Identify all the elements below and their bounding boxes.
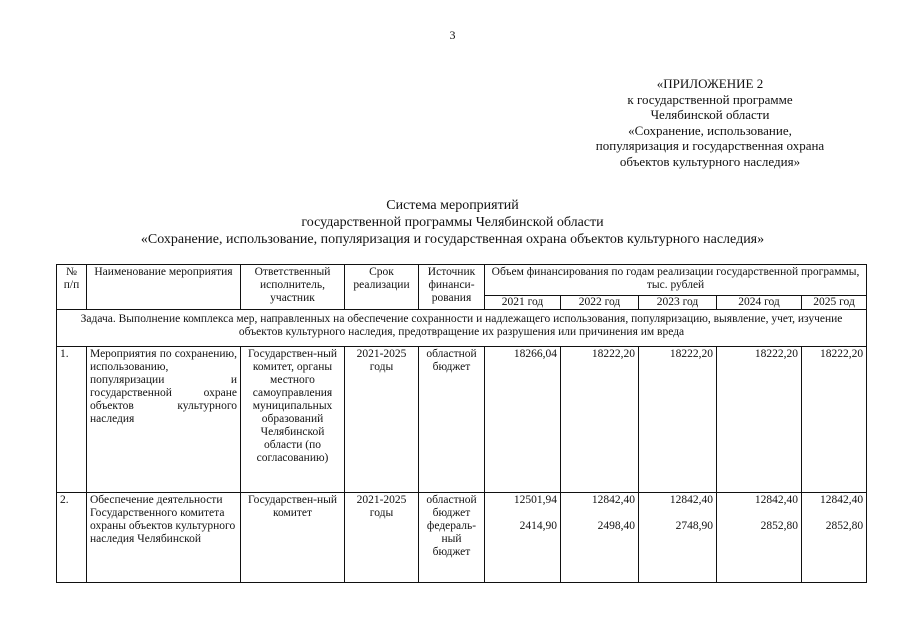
row-value-2025: 18222,20 (802, 347, 867, 493)
row-value-regional: 12842,40 (754, 494, 798, 506)
header-num: № п/п (57, 265, 87, 310)
appendix-line: «Сохранение, использование, (628, 122, 792, 138)
row-values-2025 (802, 493, 867, 583)
row-period: 2021-2025 годы (345, 347, 419, 493)
row-source (419, 493, 485, 583)
header-year: 2022 год (561, 296, 639, 310)
appendix-line: популяризация и государственная охрана (595, 138, 825, 153)
row-executor: Государствен-ный комитет, органы местного самоуправления муниципальных образований Челябинской области (по согласованию) (241, 347, 345, 493)
header-source: Источник финанси-рования (419, 265, 485, 310)
appendix-heading (560, 76, 860, 169)
row-source-regional: областной бюджет (426, 494, 477, 519)
row-value-2023: 18222,20 (639, 347, 717, 493)
row-values-2024 (717, 493, 802, 583)
row-source: областной бюджет (419, 347, 485, 493)
row-num: 1. (57, 347, 87, 493)
row-value-federal: 2498,40 (597, 520, 635, 532)
header-funding: Объем финансирования по годам реализации государственной программы, тыс. рублей (485, 265, 867, 296)
header-executor: Ответственный исполнитель, участник (241, 265, 345, 310)
page-number: 3 (449, 28, 456, 42)
header-year: 2023 год (639, 296, 717, 310)
header-year: 2025 год (802, 296, 867, 310)
row-value-federal: 2852,80 (760, 520, 798, 532)
row-values-2022 (561, 493, 639, 583)
header-year: 2021 год (485, 296, 561, 310)
table-row (57, 347, 867, 493)
row-name: Мероприятия по сохранению, использованию, популяризации и государственной охране объектов культурного наследия (87, 347, 241, 493)
appendix-line: Челябинской области (650, 107, 770, 122)
appendix-line: «ПРИЛОЖЕНИЕ 2 (656, 76, 764, 91)
title-line: Система мероприятий (386, 198, 519, 213)
title-line: «Сохранение, использование, популяризация и государственная охрана объектов культурного наследия» (140, 232, 765, 247)
header-period: Срок реализации (345, 265, 419, 310)
row-value-2021: 18266,04 (485, 347, 561, 493)
row-values-2021 (485, 493, 561, 583)
row-value-2022: 18222,20 (561, 347, 639, 493)
appendix-line: к государственной программе (627, 91, 793, 107)
row-value-regional: 12501,94 (513, 494, 557, 506)
measures-table (56, 264, 867, 583)
row-value-regional: 12842,40 (591, 494, 635, 506)
table-row (57, 493, 867, 583)
row-value-2024: 18222,20 (717, 347, 802, 493)
title-line: государственной программы Челябинской области (301, 215, 604, 230)
row-executor: Государствен-ный комитет (241, 493, 345, 583)
header-year: 2024 год (717, 296, 802, 310)
row-name: Обеспечение деятельности Государственного комитета охраны объектов культурного наследия Челябинской (87, 493, 241, 583)
row-values-2023 (639, 493, 717, 583)
document-title (0, 197, 905, 248)
row-value-federal: 2414,90 (519, 520, 557, 532)
row-value-federal: 2748,90 (675, 520, 713, 532)
header-name: Наименование мероприятия (87, 265, 241, 310)
row-period: 2021-2025 годы (345, 493, 419, 583)
appendix-line: объектов культурного наследия» (619, 153, 801, 169)
row-value-regional: 12842,40 (819, 494, 864, 506)
row-source-federal: федераль-ный бюджет (426, 520, 477, 558)
row-num: 2. (57, 493, 87, 583)
task-row: Задача. Выполнение комплекса мер, направленных на обеспечение сохранности и надлежащего использования, популяризацию, выявление, учет, изучение объектов культурного наследия, предотвращение их разрушения или причинения им вреда (57, 310, 867, 347)
row-value-federal: 2852,80 (825, 520, 864, 532)
row-value-regional: 12842,40 (669, 494, 713, 506)
